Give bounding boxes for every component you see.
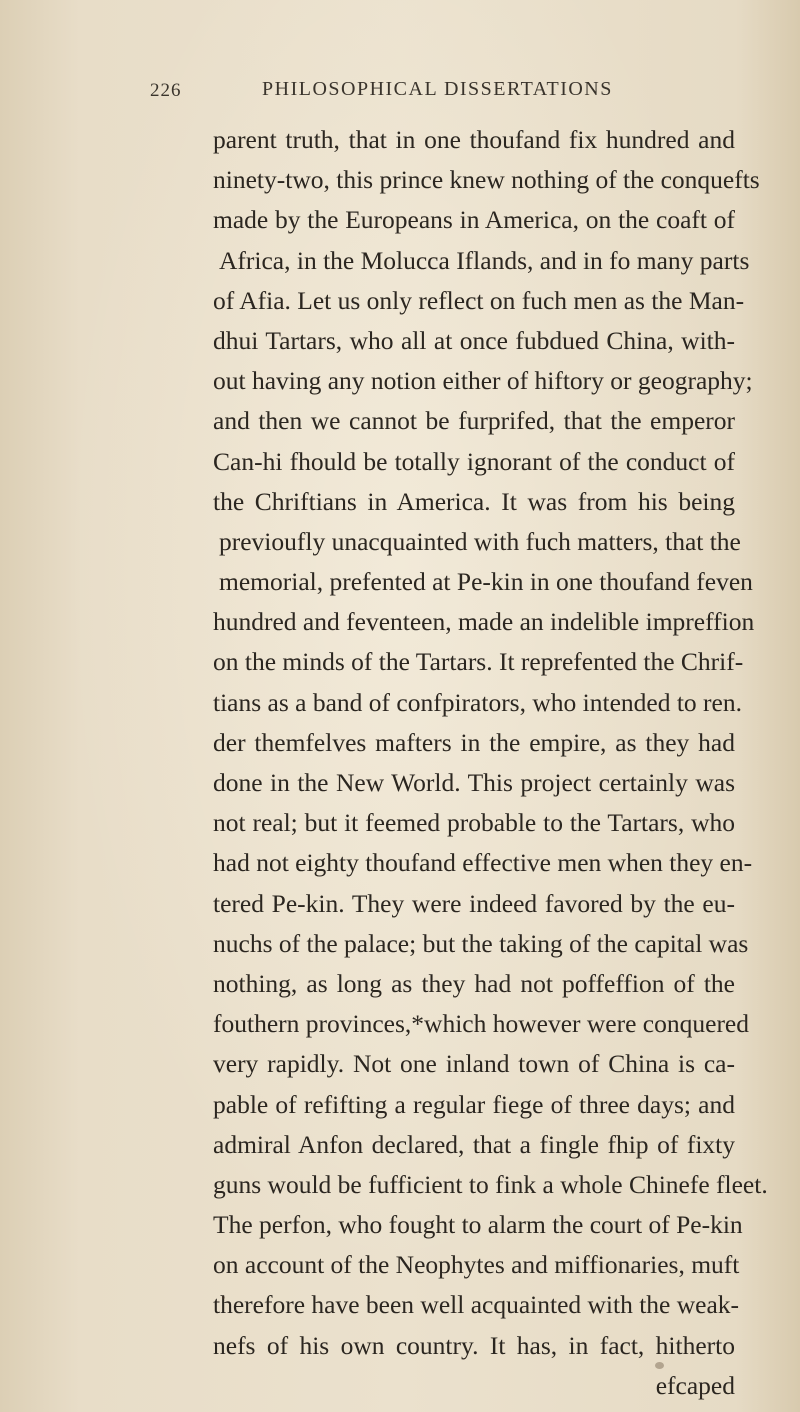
text-line: had not eighty thoufand effective men when they en- <box>213 848 753 878</box>
text-line: of Afia. Let us only reflect on fuch men as the Man- <box>213 285 745 315</box>
paper-speck <box>655 1362 664 1369</box>
text-line: The perfon, who fought to alarm the court of Pe-kin <box>213 1210 743 1240</box>
page-number: 226 <box>150 80 182 101</box>
text-line: not real; but it feemed probable to the Tartars, who <box>213 808 735 838</box>
text-line: on the minds of the Tartars. It reprefented the Chrif- <box>213 647 744 677</box>
page-header <box>150 78 730 108</box>
text-line: therefore have been well acquainted with the weak- <box>213 1290 740 1320</box>
text-line: and then we cannot be furprifed, that the emperor <box>213 406 735 436</box>
text-line: nuchs of the palace; but the taking of the capital was <box>213 928 749 958</box>
text-line: Africa, in the Molucca Iflands, and in fo many parts <box>219 245 750 275</box>
text-line: parent truth, that in one thoufand fix hundred and <box>213 125 735 154</box>
text-line: the Chriftians in America. It was from his being <box>213 486 735 516</box>
text-line: made by the Europeans in America, on the coaft of <box>213 205 735 235</box>
text-line: admiral Anfon declared, that a fingle fhip of fixty <box>213 1129 735 1159</box>
catchword: efcaped <box>655 1370 735 1400</box>
text-line: previoufly unacquainted with fuch matters, that the <box>219 526 741 556</box>
running-head: PHILOSOPHICAL DISSERTATIONS <box>262 78 613 100</box>
text-line: pable of refifting a regular fiege of three days; and <box>213 1089 735 1119</box>
text-line: der themfelves mafters in the empire, as they had <box>213 727 735 757</box>
text-line: tered Pe-kin. They were indeed favored by the eu- <box>213 888 735 918</box>
text-line: fouthern provinces,*which however were conquered <box>213 1009 749 1039</box>
text-line: very rapidly. Not one inland town of China is ca- <box>213 1049 735 1079</box>
text-line: Can-hi fhould be totally ignorant of the conduct of <box>213 446 735 476</box>
body-text <box>213 120 768 1406</box>
text-line: ninety-two, this prince knew nothing of the conquefts <box>213 165 760 195</box>
text-line: out having any notion either of hiftory or geography; <box>213 366 753 396</box>
text-line: guns would be fufficient to fink a whole Chinefe fleet. <box>213 1169 768 1199</box>
text-line: tians as a band of confpirators, who intended to ren. <box>213 687 742 717</box>
text-line: nothing, as long as they had not poffeffion of the <box>213 968 735 998</box>
text-line: done in the New World. This project certainly was <box>213 768 735 797</box>
text-line: nefs of his own country. It has, in fact, hitherto <box>213 1330 735 1360</box>
text-line: dhui Tartars, who all at once fubdued China, with- <box>213 325 735 355</box>
paper-speck <box>222 1296 225 1299</box>
text-line: hundred and feventeen, made an indelible impreffion <box>213 607 755 637</box>
text-line: on account of the Neophytes and miffionaries, muft <box>213 1250 740 1280</box>
text-line: memorial, prefented at Pe-kin in one thoufand feven <box>219 567 753 597</box>
